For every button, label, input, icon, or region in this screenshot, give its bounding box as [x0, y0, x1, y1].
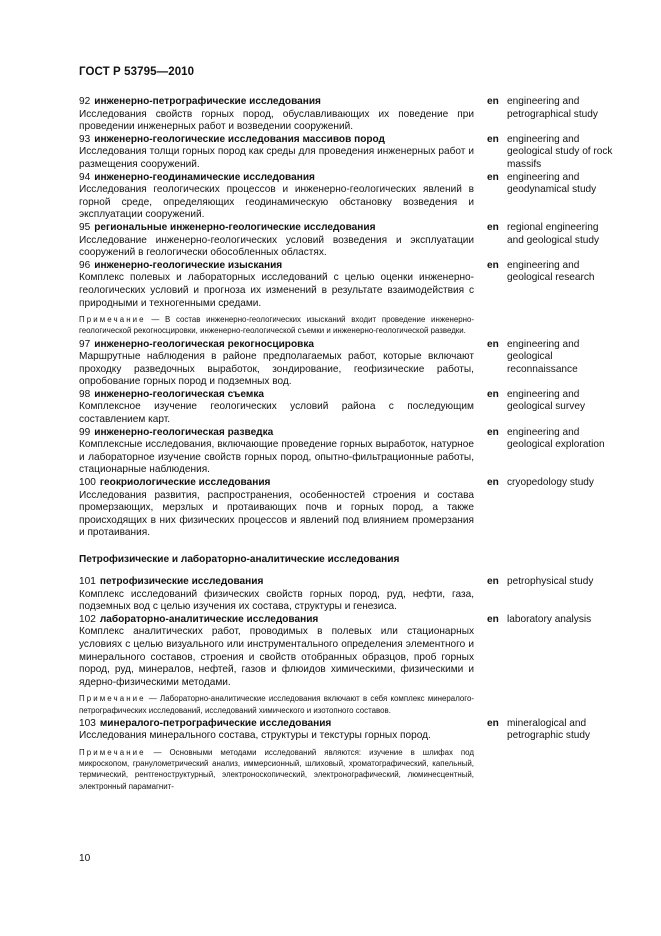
- term-number: 97: [79, 338, 91, 350]
- note-label: Примечание: [79, 747, 146, 757]
- language-code: en: [487, 576, 499, 587]
- term-title: геокриологические исследования: [99, 477, 271, 489]
- term-english: [487, 260, 617, 285]
- term-title: лабораторно-аналитические исследования: [99, 613, 319, 625]
- term-number: 103: [79, 717, 96, 729]
- language-code: en: [487, 133, 499, 145]
- language-code: en: [487, 477, 499, 489]
- term-definition: Исследования свойств горных пород, обуславливающих их поведение при проведении инженерных работ и возведении сооружений.: [79, 108, 474, 133]
- term-english: [487, 614, 617, 627]
- term-number: 92: [79, 96, 91, 107]
- english-translation: engineering and geological survey: [507, 388, 585, 413]
- term-russian: [79, 427, 474, 477]
- term-russian: [79, 134, 474, 172]
- english-translation: engineering and geodynamical study: [507, 171, 597, 196]
- term-entry: [79, 222, 617, 260]
- term-definition: Маршрутные наблюдения в районе предполагаемых работ, которые включают проходку разведочных выработок, зондирование, геофизические работы, опробование горных пород и подземных вод.: [79, 351, 474, 388]
- term-english: [487, 96, 617, 121]
- term-russian: [79, 389, 474, 427]
- term-definition: Исследование инженерно-геологических условий возведения и эксплуатации сооружений в геологически обособленных областях.: [79, 234, 474, 259]
- term-english: [487, 427, 617, 452]
- language-code: en: [487, 259, 499, 271]
- language-code: en: [487, 613, 499, 625]
- english-translation: petrophysical study: [507, 576, 594, 587]
- term-title: петрофизические исследования: [99, 576, 264, 587]
- term-entry: [79, 576, 617, 614]
- term-english: [487, 172, 617, 197]
- english-translation: engineering and geological research: [507, 259, 595, 284]
- note-label: Примечание: [79, 694, 146, 704]
- term-number: 93: [79, 133, 91, 145]
- term-english: [487, 576, 617, 589]
- term-number: 98: [79, 388, 91, 400]
- note-text: В состав инженерно-геологических изысканий входит проведение инженерно-геологической рекогносцировки, инженерно-геологической съемки и инженерно-геологической разведки.: [79, 315, 474, 336]
- term-entry: [79, 260, 617, 310]
- english-translation: engineering and geological reconnaissance: [507, 338, 580, 375]
- term-english: [487, 134, 617, 172]
- term-title: инженерно-геодинамические исследования: [94, 171, 315, 183]
- term-entry: [79, 96, 617, 134]
- term-note: Примечание — Лабораторно-аналитические исследования включают в себя комплекс минералого-петрографических исследований, исследований химического и изотопного составов.: [79, 694, 474, 715]
- term-english: [487, 718, 617, 743]
- term-title: инженерно-геологическая рекогносцировка: [94, 338, 314, 350]
- term-number: 100: [79, 477, 96, 489]
- language-code: en: [487, 426, 499, 438]
- term-definition: Исследования толщи горных пород как среды для проведения инженерных работ и размещения сооружений.: [79, 146, 474, 170]
- term-title: инженерно-геологическая разведка: [94, 426, 274, 438]
- term-note: Примечание — В состав инженерно-геологических изысканий входит проведение инженерно-геологической рекогносцировки, инженерно-геологической съемки и инженерно-геологической разведки.: [79, 315, 474, 336]
- note-label: Примечание: [79, 315, 146, 325]
- term-entry: [79, 718, 617, 743]
- term-english: [487, 389, 617, 414]
- language-code: en: [487, 338, 499, 350]
- term-number: 95: [79, 221, 91, 233]
- term-russian: [79, 576, 474, 614]
- note-text: Лабораторно-аналитические исследования включают в себя комплекс минералого-петрографических исследований, исследований химического и изотопного составов.: [79, 694, 474, 715]
- term-title: региональные инженерно-геологические исследования: [94, 221, 376, 233]
- term-english: [487, 339, 617, 377]
- term-title: инженерно-геологические исследования массивов пород: [94, 133, 385, 145]
- english-translation: engineering and geological study of rock massifs: [507, 133, 613, 170]
- term-english: [487, 222, 617, 247]
- language-code: en: [487, 171, 499, 183]
- term-russian: [79, 222, 474, 260]
- term-russian: [79, 718, 474, 743]
- english-translation: mineralogical and petrographic study: [507, 717, 591, 742]
- term-entry: [79, 134, 617, 172]
- english-translation: engineering and petrographical study: [507, 96, 598, 120]
- term-definition: Комплексные исследования, включающие проведение горных выработок, натурное и лабораторное изучение свойств горных пород, опытно-фильтрационные работы, стационарные наблюдения.: [79, 439, 474, 476]
- term-title: минералого-петрографические исследования: [99, 717, 332, 729]
- english-translation: regional engineering and geological study: [507, 221, 600, 246]
- term-russian: [79, 172, 474, 222]
- english-translation: cryopedology study: [507, 477, 594, 489]
- term-russian: [79, 260, 474, 310]
- term-title: инженерно-геологические изыскания: [94, 259, 283, 271]
- term-english: [487, 477, 617, 490]
- term-entry: [79, 477, 617, 540]
- term-definition: Комплекс полевых и лабораторных исследований с целью оценки инженерно-геологических условий и прогноза их изменений в результате взаимодействия с природными и техногенными средами.: [79, 272, 474, 309]
- term-title: инженерно-геологическая съемка: [94, 388, 265, 400]
- term-definition: Комплекс аналитических работ, проводимых в полевых или стационарных условиях с целью визуального или инструментального определения элементного и минерального составов, строения и свойств отобранных образцов, проб горных пород, руд, минералов, нефтей, газов и флюидов химическими, физическими и ядерно-физическими методами.: [79, 626, 474, 688]
- term-number: 94: [79, 171, 91, 183]
- term-russian: [79, 96, 474, 134]
- term-number: 102: [79, 613, 96, 625]
- english-translation: engineering and geological exploration: [507, 426, 605, 451]
- language-code: en: [487, 221, 499, 233]
- term-title: инженерно-петрографические исследования: [94, 96, 321, 107]
- term-note: Примечание — Основными методами исследований являются: изучение в шлифах под микроскопом, гранулометрический анализ, иммерсионный, шлиховый, хроматографический, капельный, термический, рентгеноструктурный, электроноскопический, электронографический, люминесцентный, электронный парамагнит-: [79, 747, 474, 791]
- term-definition: Комплексное изучение геологических условий района с последующим составлением карт.: [79, 401, 474, 426]
- page-header: ГОСТ Р 53795—2010: [79, 66, 195, 78]
- term-russian: [79, 339, 474, 389]
- language-code: en: [487, 96, 499, 107]
- term-definition: Исследования геологических процессов и инженерно-геологических явлений в горной среде, определяющих геодинамическую обстановку возведения и эксплуатации сооружений.: [79, 184, 474, 221]
- term-definition: Комплекс исследований физических свойств горных пород, руд, нефти, газа, подземных вод с целью изучения их состава, структуры и генезиса.: [79, 588, 474, 613]
- document-body: [79, 96, 617, 794]
- term-definition: Исследования минерального состава, структуры и текстуры горных пород.: [79, 730, 431, 742]
- term-definition: Исследования развития, распространения, особенностей строения и состава промерзающих, мерзлых и протаивающих почв и горных пород, а также происходящих в них физических процессов и явлений под влиянием промерзания и протаивания.: [79, 489, 474, 539]
- note-text: Основными методами исследований являются: изучение в шлифах под микроскопом, гранулометрический анализ, иммерсионный, шлиховый, хроматографический, капельный, термический, рентгеноструктурный, электроноскопический, электронографический, люминесцентный, электронный парамагнит-: [79, 747, 474, 791]
- language-code: en: [487, 388, 499, 400]
- term-number: 96: [79, 259, 91, 271]
- term-entry: [79, 172, 617, 222]
- term-entry: [79, 614, 617, 690]
- language-code: en: [487, 717, 499, 729]
- page-number: 10: [79, 853, 91, 864]
- section-heading: Петрофизические и лабораторно-аналитические исследования: [79, 554, 400, 565]
- term-entry: [79, 389, 617, 427]
- term-number: 99: [79, 426, 91, 438]
- term-russian: [79, 477, 474, 540]
- english-translation: laboratory analysis: [507, 613, 592, 625]
- term-entry: [79, 339, 617, 389]
- term-entry: [79, 427, 617, 477]
- term-russian: [79, 614, 474, 690]
- term-number: 101: [79, 576, 96, 587]
